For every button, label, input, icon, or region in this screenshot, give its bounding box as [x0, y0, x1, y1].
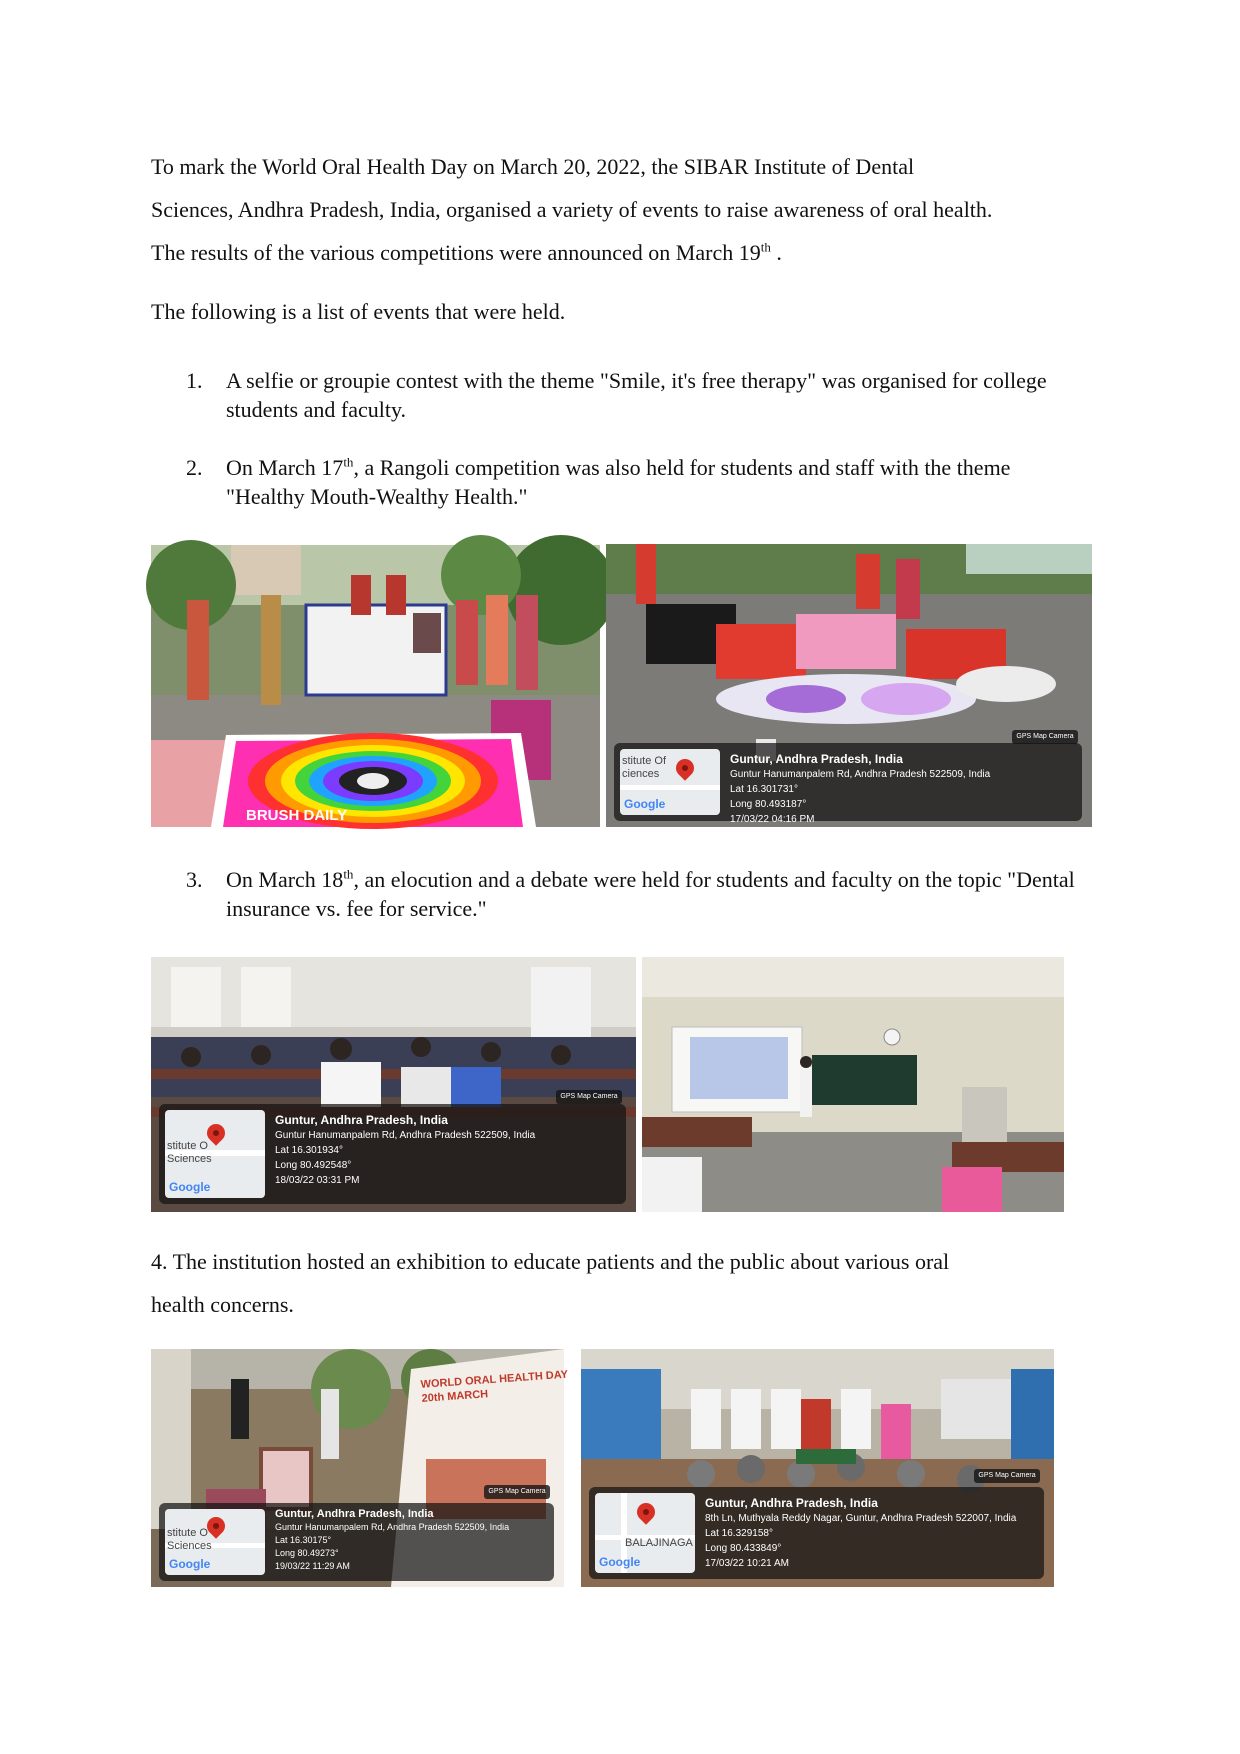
intro-line-3: The results of the various competitions were announced on March 19th .: [151, 239, 782, 265]
event-number: 1.: [186, 368, 203, 393]
map-pin-icon: [672, 755, 697, 780]
event-item-1: [186, 366, 1091, 424]
rangoli-group-photo: [151, 545, 600, 827]
gps-stamp: [589, 1487, 1044, 1579]
rangoli-competition-photo: [606, 544, 1092, 827]
gps-camera-badge: GPS Map Camera: [556, 1090, 622, 1104]
gps-stamp: [614, 743, 1082, 825]
gps-camera-badge: GPS Map Camera: [1012, 730, 1078, 744]
google-logo: Google: [169, 1180, 211, 1194]
debate-audience-photo: [151, 957, 636, 1212]
event-item-3: [186, 865, 1091, 923]
google-logo: Google: [624, 797, 666, 811]
gps-info: Guntur, Andhra Pradesh, India Guntur Hanumanpalem Rd, Andhra Pradesh 522509, India Lat 16.301731° Long 80.493187° 17/03/22 04:16 PM: [730, 752, 991, 825]
event-text: On March 18th, an elocution and a debate were held for students and faculty on the topic "Dental insurance vs. fee for service.": [226, 866, 1075, 921]
gps-info: Guntur, Andhra Pradesh, India Guntur Hanumanpalem Rd, Andhra Pradesh 522509, India Lat 16.301934° Long 80.492548° 18/03/22 03:31 PM: [275, 1113, 536, 1186]
intro-line-1: To mark the World Oral Health Day on March 20, 2022, the SIBAR Institute of Dental: [151, 154, 915, 179]
gps-info: Guntur, Andhra Pradesh, India 8th Ln, Muthyala Reddy Nagar, Guntur, Andhra Pradesh 522007, India Lat 16.329158° Long 80.433849° 17/03/22 10:21 AM: [705, 1496, 1017, 1569]
gps-camera-badge: GPS Map Camera: [974, 1469, 1040, 1483]
gps-stamp: [159, 1503, 554, 1581]
event-number: 2.: [186, 455, 203, 480]
map-pin-icon: [633, 1499, 658, 1524]
exhibition-paragraph: [151, 1240, 1096, 1326]
map-thumbnail: stitute O Sciences Google: [165, 1110, 265, 1198]
map-thumbnail: stitute Of ciences Google: [620, 749, 720, 815]
exhibition-banner-text: WORLD ORAL HEALTH DAY 20th MARCH: [420, 1368, 569, 1405]
intro-paragraph: [151, 145, 1096, 274]
event-item-2: [186, 453, 1091, 511]
gps-camera-badge: GPS Map Camera: [484, 1485, 550, 1499]
gps-stamp: [159, 1104, 626, 1204]
gps-info: Guntur, Andhra Pradesh, India Guntur Hanumanpalem Rd, Andhra Pradesh 522509, India Lat 16.30175° Long 80.49273° 19/03/22 11:29 AM: [275, 1508, 510, 1571]
map-thumbnail: BALAJINAGA Google: [595, 1493, 695, 1573]
exhibition-banner-photo: [151, 1349, 569, 1587]
elocution-speaker-scene: [642, 957, 1064, 1212]
exhibition-line-1: 4. The institution hosted an exhibition to educate patients and the public about various oral: [151, 1249, 950, 1274]
exhibition-line-2: health concerns.: [151, 1292, 294, 1317]
intro-line-2: Sciences, Andhra Pradesh, India, organised a variety of events to raise awareness of oral health.: [151, 197, 993, 222]
map-thumbnail: stitute O Sciences Google: [165, 1509, 265, 1575]
elocution-speaker-photo: [642, 957, 1064, 1212]
google-logo: Google: [599, 1555, 641, 1569]
rangoli-group-scene: [151, 545, 600, 827]
event-text: On March 17th, a Rangoli competition was also held for students and staff with the theme "Healthy Mouth-Wealthy Health.": [226, 454, 1011, 509]
event-text: A selfie or groupie contest with the theme "Smile, it's free therapy" was organised for college students and faculty.: [226, 368, 1047, 422]
google-logo: Google: [169, 1557, 211, 1571]
list-intro: The following is a list of events that were held.: [151, 299, 566, 324]
event-number: 3.: [186, 867, 203, 892]
rangoli-mat-text: BRUSH DAILY: [246, 807, 348, 824]
exhibition-patients-photo: [581, 1349, 1054, 1587]
